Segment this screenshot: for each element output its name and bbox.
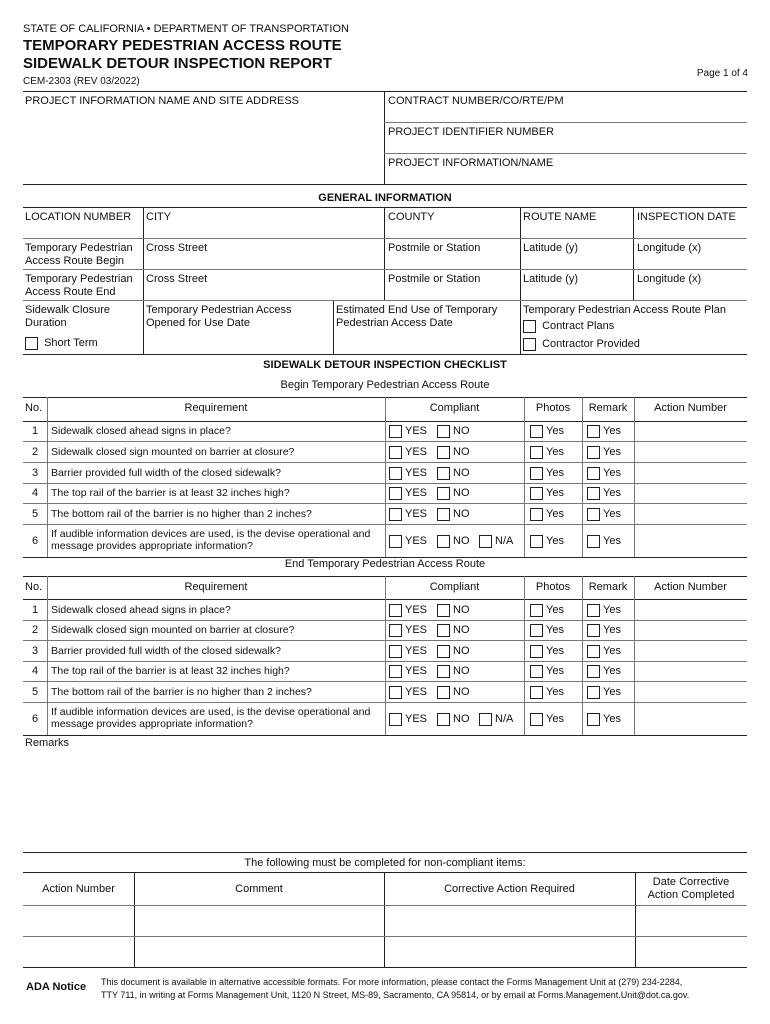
row-number: 3 [31, 467, 39, 479]
compliant-no-option[interactable] [437, 507, 470, 522]
short-term-checkbox[interactable] [25, 337, 38, 350]
photos-yes-checkbox[interactable] [530, 535, 543, 548]
compliant-no-checkbox[interactable] [437, 425, 450, 438]
col-no-header: No. [25, 581, 43, 593]
row-requirement: Sidewalk closed ahead signs in place? [51, 425, 231, 437]
row-number: 4 [31, 665, 39, 677]
remark-yes-label: Yes [603, 713, 621, 725]
checklist-section-title: Begin Temporary Pedestrian Access Route [280, 379, 490, 391]
agency-line: STATE OF CALIFORNIA • DEPARTMENT OF TRANSPORTATION [23, 23, 349, 35]
photos-yes-checkbox[interactable] [530, 446, 543, 459]
project-identifier-label: PROJECT IDENTIFIER NUMBER [388, 126, 555, 138]
row-requirement: Sidewalk closed sign mounted on barrier at closure? [51, 624, 295, 636]
col-remark-header: Remark [588, 581, 628, 593]
row-number: 6 [31, 535, 39, 547]
page-number: Page 1 of 4 [696, 68, 748, 79]
remarks-label: Remarks [25, 737, 70, 749]
compliant-no-checkbox[interactable] [437, 535, 450, 548]
compliant-yes-option[interactable] [389, 712, 427, 727]
row-requirement: If audible information devices are used, is the devise operational and message provides appropriate information? [51, 528, 371, 552]
project-info-name-address-label: PROJECT INFORMATION NAME AND SITE ADDRESS [25, 95, 300, 107]
compliant-yes-checkbox[interactable] [389, 535, 402, 548]
compliant-no-checkbox[interactable] [437, 487, 450, 500]
compliant-no-checkbox[interactable] [437, 713, 450, 726]
compliant-no-option[interactable] [437, 685, 470, 700]
compliant-yes-checkbox[interactable] [389, 645, 402, 658]
remark-yes-checkbox[interactable] [587, 645, 600, 658]
contract-plans-checkbox[interactable] [523, 320, 536, 333]
cross-street-end-label: Cross Street [146, 273, 208, 285]
form-title-line-2: SIDEWALK DETOUR INSPECTION REPORT [23, 55, 332, 72]
ada-notice-label: ADA Notice [26, 981, 87, 993]
ada-notice-line-2: TTY 711, in writing at Forms Management Unit, 1120 N Street, MS-89, Sacramento, CA 95814, or by email at Forms.Management.Unit@dot.ca.gov. [101, 990, 690, 1000]
remark-yes-option[interactable] [587, 486, 621, 501]
compliant-no-label: NO [453, 446, 470, 458]
photos-yes-checkbox[interactable] [530, 645, 543, 658]
compliant-no-option[interactable] [437, 644, 470, 659]
tpar-end-label: Temporary Pedestrian Access Route End [25, 273, 133, 298]
compliant-no-option[interactable] [437, 664, 470, 679]
cross-street-begin-label: Cross Street [146, 242, 208, 254]
remark-yes-option[interactable] [587, 466, 621, 481]
compliant-no-label: NO [453, 467, 470, 479]
compliant-no-checkbox[interactable] [437, 645, 450, 658]
row-number: 5 [31, 686, 39, 698]
photos-yes-label: Yes [546, 713, 564, 725]
compliant-yes-checkbox[interactable] [389, 686, 402, 699]
photos-yes-option[interactable] [530, 507, 564, 522]
photos-yes-label: Yes [546, 425, 564, 437]
compliant-na-checkbox[interactable] [479, 713, 492, 726]
compliant-yes-checkbox[interactable] [389, 425, 402, 438]
longitude-begin-label: Longitude (x) [637, 242, 702, 254]
contract-plans-option[interactable]: Contract Plans [523, 319, 614, 334]
compliant-no-label: NO [453, 425, 470, 437]
row-number: 4 [31, 487, 39, 499]
photos-yes-checkbox[interactable] [530, 467, 543, 480]
compliant-yes-label: YES [405, 467, 428, 479]
photos-yes-label: Yes [546, 645, 564, 657]
remark-yes-checkbox[interactable] [587, 535, 600, 548]
row-requirement: The bottom rail of the barrier is no higher than 2 inches? [51, 508, 312, 520]
compliant-yes-option[interactable] [389, 486, 427, 501]
remark-yes-checkbox[interactable] [587, 508, 600, 521]
contract-number-label: CONTRACT NUMBER/CO/RTE/PM [388, 95, 564, 107]
compliant-yes-option[interactable] [389, 685, 427, 700]
col-compliant-header: Compliant [429, 581, 480, 593]
compliant-yes-checkbox[interactable] [389, 467, 402, 480]
remark-yes-label: Yes [603, 467, 621, 479]
compliant-yes-label: YES [405, 645, 428, 657]
compliant-no-checkbox[interactable] [437, 467, 450, 480]
photos-yes-checkbox[interactable] [530, 624, 543, 637]
row-requirement: The bottom rail of the barrier is no higher than 2 inches? [51, 686, 312, 698]
remark-yes-label: Yes [603, 645, 621, 657]
ada-notice-line-1: This document is available in alternative accessible formats. For more information, please contact the Forms Management Unit at (279) 234-2284, [101, 977, 683, 987]
compliant-no-option[interactable] [437, 712, 470, 727]
row-number: 1 [31, 604, 39, 616]
remark-yes-label: Yes [603, 487, 621, 499]
compliant-yes-label: YES [405, 713, 428, 725]
compliant-yes-label: YES [405, 624, 428, 636]
contractor-provided-option[interactable]: Contractor Provided [523, 337, 640, 352]
photos-yes-label: Yes [546, 686, 564, 698]
nc-comment-header: Comment [235, 883, 283, 895]
photos-yes-option[interactable] [530, 644, 564, 659]
compliant-yes-label: YES [405, 425, 428, 437]
row-requirement: If audible information devices are used, is the devise operational and message provides appropriate information? [51, 706, 371, 730]
photos-yes-checkbox[interactable] [530, 487, 543, 500]
longitude-end-label: Longitude (x) [637, 273, 702, 285]
remark-yes-label: Yes [603, 508, 621, 520]
photos-yes-checkbox[interactable] [530, 713, 543, 726]
remark-yes-label: Yes [603, 604, 621, 616]
compliant-yes-option[interactable] [389, 664, 427, 679]
compliant-yes-option[interactable] [389, 623, 427, 638]
compliant-na-option[interactable] [479, 534, 513, 549]
compliant-no-label: NO [453, 713, 470, 725]
project-info-name-label: PROJECT INFORMATION/NAME [388, 157, 554, 169]
photos-yes-option[interactable] [530, 445, 564, 460]
compliant-yes-option[interactable] [389, 644, 427, 659]
col-action-number-header: Action Number [654, 402, 727, 414]
photos-yes-checkbox[interactable] [530, 686, 543, 699]
remark-yes-checkbox[interactable] [587, 425, 600, 438]
compliant-no-checkbox[interactable] [437, 686, 450, 699]
remark-yes-label: Yes [603, 535, 621, 547]
remark-yes-checkbox[interactable] [587, 686, 600, 699]
compliant-no-label: NO [453, 487, 470, 499]
remark-yes-checkbox[interactable] [587, 624, 600, 637]
col-action-number-header: Action Number [654, 581, 727, 593]
compliant-yes-checkbox[interactable] [389, 624, 402, 637]
nc-date-completed-header: Date Corrective Action Completed [647, 876, 735, 901]
photos-yes-option[interactable] [530, 534, 564, 549]
remark-yes-label: Yes [603, 624, 621, 636]
noncompliant-heading: The following must be completed for non-compliant items: [244, 857, 526, 869]
remark-yes-option[interactable] [587, 445, 621, 460]
remark-yes-checkbox[interactable] [587, 604, 600, 617]
photos-yes-label: Yes [546, 624, 564, 636]
compliant-na-label: N/A [495, 535, 514, 547]
row-requirement: Barrier provided full width of the closed sidewalk? [51, 467, 281, 479]
photos-yes-label: Yes [546, 535, 564, 547]
row-requirement: The top rail of the barrier is at least 32 inches high? [51, 665, 290, 677]
compliant-yes-label: YES [405, 446, 428, 458]
row-requirement: Barrier provided full width of the closed sidewalk? [51, 645, 281, 657]
photos-yes-option[interactable] [530, 486, 564, 501]
remark-yes-option[interactable] [587, 712, 621, 727]
row-number: 6 [31, 713, 39, 725]
latitude-begin-label: Latitude (y) [523, 242, 579, 254]
remark-yes-option[interactable] [587, 623, 621, 638]
compliant-yes-label: YES [405, 535, 428, 547]
row-requirement: Sidewalk closed ahead signs in place? [51, 604, 231, 616]
postmile-end-label: Postmile or Station [388, 273, 481, 285]
photos-yes-checkbox[interactable] [530, 425, 543, 438]
compliant-yes-option[interactable] [389, 507, 427, 522]
compliant-na-checkbox[interactable] [479, 535, 492, 548]
remark-yes-option[interactable] [587, 644, 621, 659]
contractor-provided-checkbox[interactable] [523, 338, 536, 351]
compliant-yes-label: YES [405, 665, 428, 677]
remark-yes-checkbox[interactable] [587, 467, 600, 480]
compliant-yes-label: YES [405, 487, 428, 499]
col-requirement-header: Requirement [184, 402, 248, 414]
compliant-no-option[interactable] [437, 424, 470, 439]
col-photos-header: Photos [535, 402, 571, 414]
location-number-label: LOCATION NUMBER [25, 211, 132, 223]
nc-corrective-header: Corrective Action Required [444, 883, 575, 895]
col-remark-header: Remark [588, 402, 628, 414]
opened-date-label: Temporary Pedestrian Access Opened for Use Date [146, 304, 292, 329]
compliant-no-option[interactable] [437, 466, 470, 481]
photos-yes-checkbox[interactable] [530, 508, 543, 521]
compliant-yes-label: YES [405, 604, 428, 616]
remark-yes-label: Yes [603, 446, 621, 458]
remark-yes-option[interactable] [587, 664, 621, 679]
row-number: 2 [31, 624, 39, 636]
form-title-line-1: TEMPORARY PEDESTRIAN ACCESS ROUTE [23, 37, 342, 54]
photos-yes-option[interactable] [530, 603, 564, 618]
compliant-no-label: NO [453, 535, 470, 547]
compliant-no-checkbox[interactable] [437, 665, 450, 678]
photos-yes-option[interactable] [530, 623, 564, 638]
compliant-yes-checkbox[interactable] [389, 713, 402, 726]
row-requirement: The top rail of the barrier is at least 32 inches high? [51, 487, 290, 499]
compliant-no-label: NO [453, 686, 470, 698]
route-plan-label: Temporary Pedestrian Access Route Plan [523, 304, 726, 316]
remark-yes-checkbox[interactable] [587, 665, 600, 678]
compliant-no-label: NO [453, 624, 470, 636]
remark-yes-option[interactable] [587, 424, 621, 439]
compliant-na-option[interactable] [479, 712, 513, 727]
compliant-no-checkbox[interactable] [437, 604, 450, 617]
compliant-yes-option[interactable] [389, 603, 427, 618]
compliant-no-label: NO [453, 604, 470, 616]
col-no-header: No. [25, 402, 43, 414]
remark-yes-option[interactable] [587, 534, 621, 549]
remark-yes-label: Yes [603, 425, 621, 437]
photos-yes-label: Yes [546, 446, 564, 458]
compliant-no-checkbox[interactable] [437, 446, 450, 459]
closure-duration-label: Sidewalk Closure Duration [25, 304, 110, 329]
row-number: 3 [31, 645, 39, 657]
compliant-no-label: NO [453, 508, 470, 520]
photos-yes-option[interactable] [530, 685, 564, 700]
nc-action-number-header: Action Number [42, 883, 115, 895]
county-label: COUNTY [388, 211, 435, 223]
compliant-yes-option[interactable] [389, 466, 427, 481]
compliant-no-checkbox[interactable] [437, 624, 450, 637]
remark-yes-option[interactable] [587, 603, 621, 618]
photos-yes-label: Yes [546, 508, 564, 520]
checklist-section-title: End Temporary Pedestrian Access Route [284, 558, 486, 570]
row-number: 1 [31, 425, 39, 437]
compliant-yes-checkbox[interactable] [389, 446, 402, 459]
compliant-na-label: N/A [495, 713, 514, 725]
photos-yes-checkbox[interactable] [530, 665, 543, 678]
compliant-no-label: NO [453, 665, 470, 677]
compliant-no-option[interactable] [437, 486, 470, 501]
compliant-no-option[interactable] [437, 445, 470, 460]
route-name-label: ROUTE NAME [523, 211, 597, 223]
general-information-heading: GENERAL INFORMATION [318, 192, 452, 204]
tpar-begin-label: Temporary Pedestrian Access Route Begin [25, 242, 133, 267]
short-term-option[interactable]: Short Term [25, 336, 98, 351]
remark-yes-checkbox[interactable] [587, 487, 600, 500]
remark-yes-option[interactable] [587, 507, 621, 522]
end-use-date-label: Estimated End Use of Temporary Pedestrian Access Date [336, 304, 498, 329]
photos-yes-option[interactable] [530, 466, 564, 481]
remark-yes-option[interactable] [587, 685, 621, 700]
compliant-yes-label: YES [405, 508, 428, 520]
compliant-yes-option[interactable] [389, 424, 427, 439]
compliant-no-checkbox[interactable] [437, 508, 450, 521]
photos-yes-checkbox[interactable] [530, 604, 543, 617]
photos-yes-label: Yes [546, 487, 564, 499]
compliant-yes-checkbox[interactable] [389, 487, 402, 500]
remark-yes-label: Yes [603, 665, 621, 677]
compliant-yes-option[interactable] [389, 534, 427, 549]
photos-yes-label: Yes [546, 467, 564, 479]
city-label: CITY [146, 211, 172, 223]
compliant-yes-checkbox[interactable] [389, 508, 402, 521]
compliant-no-option[interactable] [437, 534, 470, 549]
remark-yes-checkbox[interactable] [587, 446, 600, 459]
compliant-yes-checkbox[interactable] [389, 604, 402, 617]
col-compliant-header: Compliant [429, 402, 480, 414]
row-number: 5 [31, 508, 39, 520]
inspection-date-label: INSPECTION DATE [637, 211, 736, 223]
form-number: CEM-2303 (REV 03/2022) [23, 76, 140, 87]
col-photos-header: Photos [535, 581, 571, 593]
row-requirement: Sidewalk closed sign mounted on barrier at closure? [51, 446, 295, 458]
col-requirement-header: Requirement [184, 581, 248, 593]
remark-yes-checkbox[interactable] [587, 713, 600, 726]
checklist-heading: SIDEWALK DETOUR INSPECTION CHECKLIST [263, 359, 507, 371]
compliant-no-label: NO [453, 645, 470, 657]
latitude-end-label: Latitude (y) [523, 273, 579, 285]
compliant-yes-checkbox[interactable] [389, 665, 402, 678]
remark-yes-label: Yes [603, 686, 621, 698]
postmile-begin-label: Postmile or Station [388, 242, 481, 254]
photos-yes-option[interactable] [530, 712, 564, 727]
row-number: 2 [31, 446, 39, 458]
photos-yes-label: Yes [546, 604, 564, 616]
compliant-no-option[interactable] [437, 603, 470, 618]
compliant-yes-label: YES [405, 686, 428, 698]
photos-yes-option[interactable] [530, 664, 564, 679]
photos-yes-option[interactable] [530, 424, 564, 439]
photos-yes-label: Yes [546, 665, 564, 677]
compliant-yes-option[interactable] [389, 445, 427, 460]
compliant-no-option[interactable] [437, 623, 470, 638]
